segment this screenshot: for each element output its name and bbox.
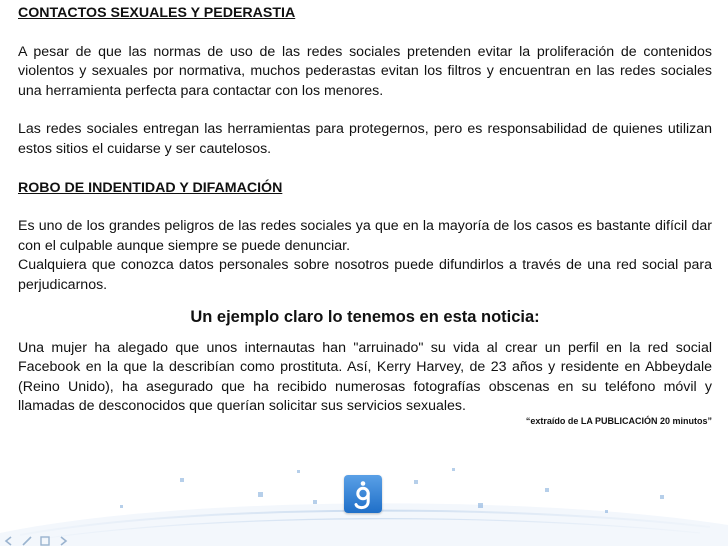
paragraph-robo-1: Es uno de los grandes peligros de las redes sociales ya que en la mayoría de los casos es bastante difícil dar con el culpable aunque siempre se puede denunciar. [18, 218, 712, 254]
dot-decoration [120, 505, 123, 508]
news-paragraph: Una mujer ha alegado que unos internautas han "arruinado" su vida al crear un perfil en la red social Facebook en la que la describían como prostituta. Así, Kerry Harvey, de 23 años y residente en Abbeydale (Reino Unido), ha asegurado que ha recibido numerosas fotografías obscenas en su teléfono móvil y llamadas de desconocidos que querían solicitar sus servicios sexuales. [18, 340, 712, 415]
prev-icon[interactable] [4, 533, 14, 543]
edit-icon[interactable] [22, 533, 32, 543]
dot-decoration [180, 478, 184, 482]
source-citation: “extraído de LA PUBLICACIÓN 20 minutos” [525, 415, 712, 426]
next-icon[interactable] [58, 533, 68, 543]
g-logo-icon [344, 475, 382, 513]
paragraph-contactos-2: Las redes sociales entregan las herramientas para protegernos, pero es responsabilidad de quienes utilizan estos sitios el cuidarse y ser cautelosos. [18, 121, 712, 157]
menu-icon[interactable] [40, 533, 50, 543]
dot-decoration [478, 503, 483, 508]
document-body [18, 4, 712, 427]
dot-decoration [258, 492, 263, 497]
dot-decoration [414, 480, 418, 484]
dot-decoration [297, 470, 300, 473]
dot-decoration [313, 500, 317, 504]
dot-decoration [452, 468, 455, 471]
example-title: Un ejemplo claro lo tenemos en esta noticia: [190, 308, 540, 327]
paragraph-contactos-1: A pesar de que las normas de uso de las redes sociales pretenden evitar la proliferación de contenidos violentos y sexuales por normativa, muchos pederastas evitan los filtros y encuentran en las redes sociales una herramienta perfecta para contactar con los menores. [18, 43, 712, 99]
dot-decoration [605, 510, 608, 513]
slide-nav-toolbar [4, 533, 94, 545]
paragraph-robo-2: Cualquiera que conozca datos personales sobre nosotros puede difundirlos a través de una red social para perjudicarnos. [18, 257, 712, 293]
dot-decoration [545, 488, 549, 492]
dot-decoration [660, 495, 664, 499]
section-heading-robo: ROBO DE INDENTIDAD Y DIFAMACIÓN [18, 179, 283, 196]
section-heading-contactos: CONTACTOS SEXUALES Y PEDERASTIA [18, 5, 296, 21]
